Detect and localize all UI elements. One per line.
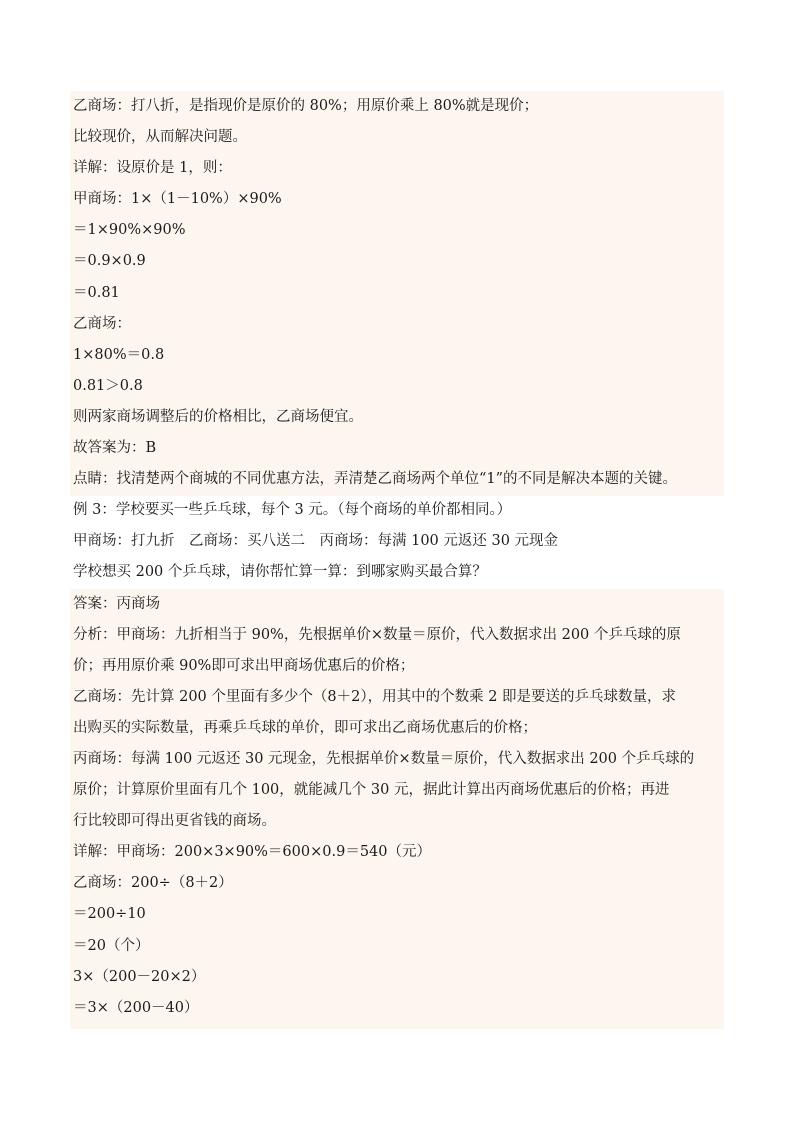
text-line: 1×80%＝0.8 <box>73 346 165 363</box>
text-line: 故答案为：B <box>73 440 157 457</box>
text-line: ＝0.9×0.9 <box>73 253 146 270</box>
text-line: 3×（200－20×2） <box>73 968 206 985</box>
text-line: 甲商场：1×（1－10%）×90% <box>73 191 282 208</box>
text-line: 丙商场：每满 100 元返还 30 元现金，先根据单价×数量＝原价，代入数据求出 200 个乒乓球的 <box>73 750 695 767</box>
text-line: 甲商场：打九折 乙商场：买八送二 丙商场：每满 100 元返还 30 元现金 <box>73 533 559 550</box>
text-line: 乙商场： <box>73 315 131 332</box>
text-line: 则两家商场调整后的价格相比，乙商场便宜。 <box>73 408 363 425</box>
text-line: 分析：甲商场：九折相当于 90%，先根据单价×数量＝原价，代入数据求出 200 个乒乓球的原 <box>73 626 681 643</box>
example-heading: 例 3：学校要买一些乒乓球，每个 3 元。（每个商场的单价都相同。） <box>73 502 512 519</box>
text-line: 比较现价，从而解决问题。 <box>73 129 247 146</box>
answer-line: 答案：丙商场 <box>73 595 160 612</box>
text-line: ＝20（个） <box>73 937 150 954</box>
text-line: 点睛：找清楚两个商城的不同优惠方法，弄清楚乙商场两个单位“1”的不同是解决本题的关键。 <box>73 471 678 488</box>
text-line: 详解：设原价是 1，则： <box>73 160 232 177</box>
document-text <box>73 91 723 1024</box>
text-line: 0.81＞0.8 <box>73 377 143 394</box>
text-line: 出购买的实际数量，再乘乒乓球的单价，即可求出乙商场优惠后的价格； <box>73 719 537 736</box>
text-line: 原价；计算原价里面有几个 100，就能减几个 30 元，据此计算出丙商场优惠后的价格；再进 <box>73 782 670 799</box>
text-line: 乙商场：先计算 200 个里面有多少个（8＋2），用其中的个数乘 2 即是要送的乒乓球数量，求 <box>73 688 677 705</box>
text-line: ＝200÷10 <box>73 906 146 923</box>
text-line: 价；再用原价乘 90%即可求出甲商场优惠后的价格； <box>73 657 415 674</box>
text-line: 行比较即可得出更省钱的商场。 <box>73 813 276 830</box>
text-line: ＝0.81 <box>73 284 120 301</box>
text-line: 乙商场：200÷（8＋2） <box>73 875 233 892</box>
text-line: 乙商场：打八折，是指现价是原价的 80%；用原价乘上 80%就是现价； <box>73 98 539 114</box>
question-line: 学校想买 200 个乒乓球，请你帮忙算一算：到哪家购买最合算？ <box>73 564 487 581</box>
text-line: ＝1×90%×90% <box>73 222 186 239</box>
text-line: ＝3×（200－40） <box>73 999 199 1016</box>
text-line: 详解：甲商场：200×3×90%＝600×0.9＝540（元） <box>73 844 431 861</box>
